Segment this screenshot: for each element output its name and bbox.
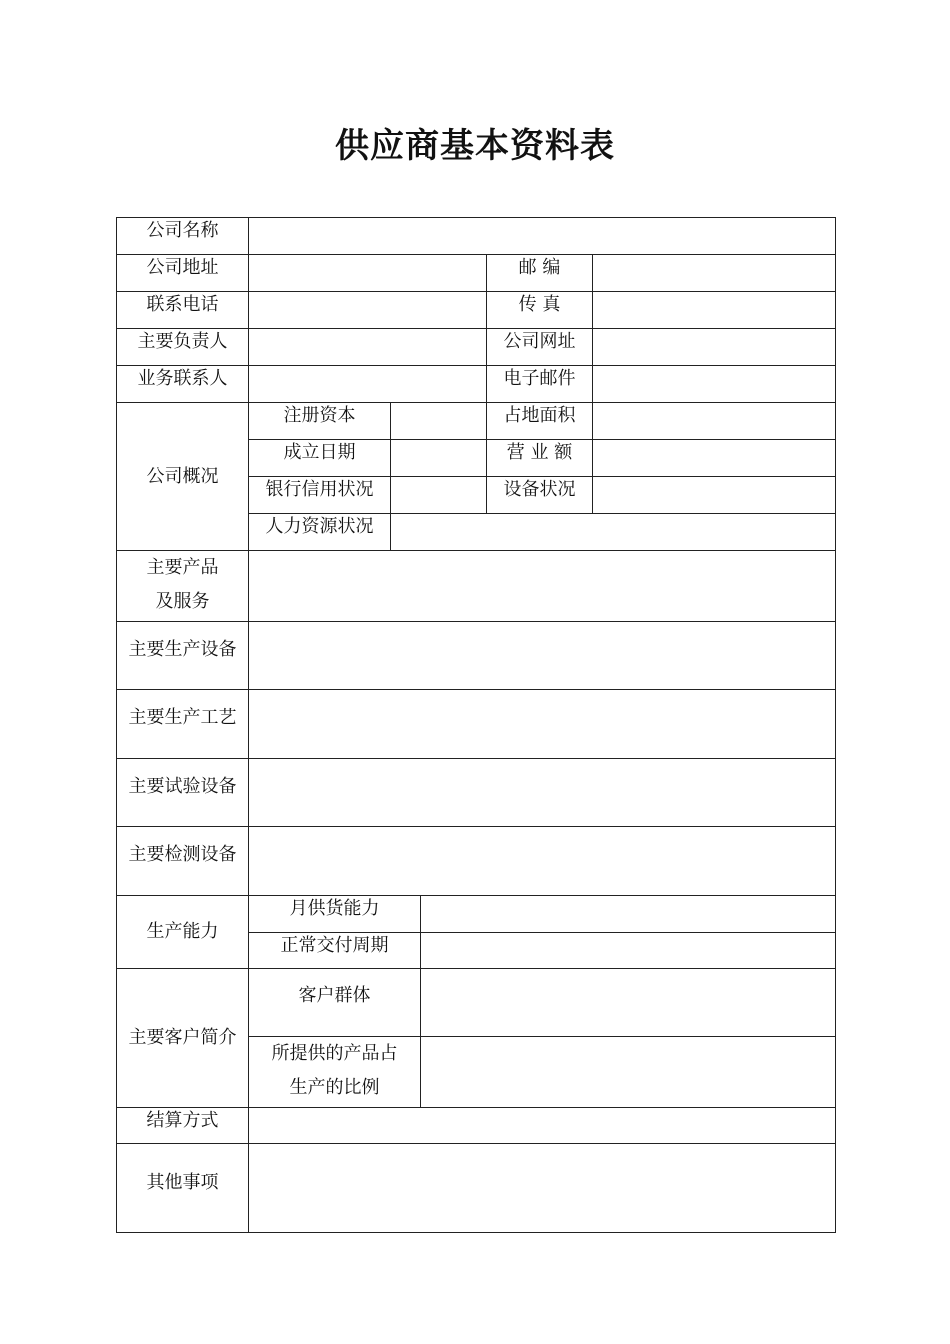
established-date-field[interactable] <box>391 440 487 477</box>
label-hr-status: 人力资源状况 <box>249 514 391 551</box>
row-company-address <box>117 255 836 292</box>
label-fax: 传 真 <box>487 292 593 329</box>
row-phone <box>117 292 836 329</box>
label-main-products-line1: 主要产品 <box>146 557 219 578</box>
label-product-share-line2: 生产的比例 <box>289 1077 380 1098</box>
website-field[interactable] <box>593 329 836 366</box>
row-settlement <box>117 1108 836 1144</box>
business-contact-field[interactable] <box>249 366 487 403</box>
production-process-field[interactable] <box>249 690 836 759</box>
company-name-field[interactable] <box>249 218 836 255</box>
company-address-field[interactable] <box>249 255 487 292</box>
label-settlement: 结算方式 <box>117 1108 249 1144</box>
label-capacity: 生产能力 <box>117 896 249 969</box>
label-other: 其他事项 <box>117 1144 249 1233</box>
registered-capital-field[interactable] <box>391 403 487 440</box>
label-principal: 主要负责人 <box>117 329 249 366</box>
main-products-field[interactable] <box>249 551 836 622</box>
label-overview: 公司概况 <box>117 403 249 551</box>
delivery-cycle-field[interactable] <box>421 933 836 969</box>
settlement-field[interactable] <box>249 1108 836 1144</box>
label-phone: 联系电话 <box>117 292 249 329</box>
postcode-field[interactable] <box>593 255 836 292</box>
label-bank-credit: 银行信用状况 <box>249 477 391 514</box>
label-company-address: 公司地址 <box>117 255 249 292</box>
label-delivery-cycle: 正常交付周期 <box>249 933 421 969</box>
label-main-products <box>117 551 249 622</box>
label-registered-capital: 注册资本 <box>249 403 391 440</box>
label-production-process: 主要生产工艺 <box>117 690 249 759</box>
row-business-contact <box>117 366 836 403</box>
customer-group-field[interactable] <box>421 969 836 1037</box>
row-other <box>117 1144 836 1233</box>
row-production-equipment <box>117 622 836 690</box>
row-customer-group <box>117 969 836 1037</box>
label-turnover: 营 业 额 <box>487 440 593 477</box>
product-share-field[interactable] <box>421 1037 836 1108</box>
label-main-customers: 主要客户简介 <box>117 969 249 1108</box>
turnover-field[interactable] <box>593 440 836 477</box>
label-customer-group: 客户群体 <box>249 969 421 1037</box>
label-production-equipment: 主要生产设备 <box>117 622 249 690</box>
email-field[interactable] <box>593 366 836 403</box>
floor-area-field[interactable] <box>593 403 836 440</box>
row-inspection-equipment <box>117 827 836 896</box>
test-equipment-field[interactable] <box>249 759 836 827</box>
production-equipment-field[interactable] <box>249 622 836 690</box>
row-test-equipment <box>117 759 836 827</box>
label-email: 电子邮件 <box>487 366 593 403</box>
document-title: 供应商基本资料表 <box>335 126 615 166</box>
label-test-equipment: 主要试验设备 <box>117 759 249 827</box>
equipment-status-field[interactable] <box>593 477 836 514</box>
label-website: 公司网址 <box>487 329 593 366</box>
label-inspection-equipment: 主要检测设备 <box>117 827 249 896</box>
label-equipment-status: 设备状况 <box>487 477 593 514</box>
label-main-products-line2: 及服务 <box>155 591 210 612</box>
row-monthly-supply <box>117 896 836 933</box>
label-floor-area: 占地面积 <box>487 403 593 440</box>
principal-field[interactable] <box>249 329 487 366</box>
phone-field[interactable] <box>249 292 487 329</box>
label-company-name: 公司名称 <box>117 218 249 255</box>
supplier-info-table <box>116 217 836 1233</box>
inspection-equipment-field[interactable] <box>249 827 836 896</box>
label-established-date: 成立日期 <box>249 440 391 477</box>
label-product-share-line1: 所提供的产品占 <box>271 1043 398 1064</box>
label-business-contact: 业务联系人 <box>117 366 249 403</box>
bank-credit-field[interactable] <box>391 477 487 514</box>
row-production-process <box>117 690 836 759</box>
label-postcode: 邮 编 <box>487 255 593 292</box>
row-company-name <box>117 218 836 255</box>
fax-field[interactable] <box>593 292 836 329</box>
monthly-supply-field[interactable] <box>421 896 836 933</box>
row-registered-capital <box>117 403 836 440</box>
hr-status-field[interactable] <box>391 514 836 551</box>
other-field[interactable] <box>249 1144 836 1233</box>
label-monthly-supply: 月供货能力 <box>249 896 421 933</box>
label-product-share <box>249 1037 421 1108</box>
row-principal <box>117 329 836 366</box>
row-main-products <box>117 551 836 622</box>
